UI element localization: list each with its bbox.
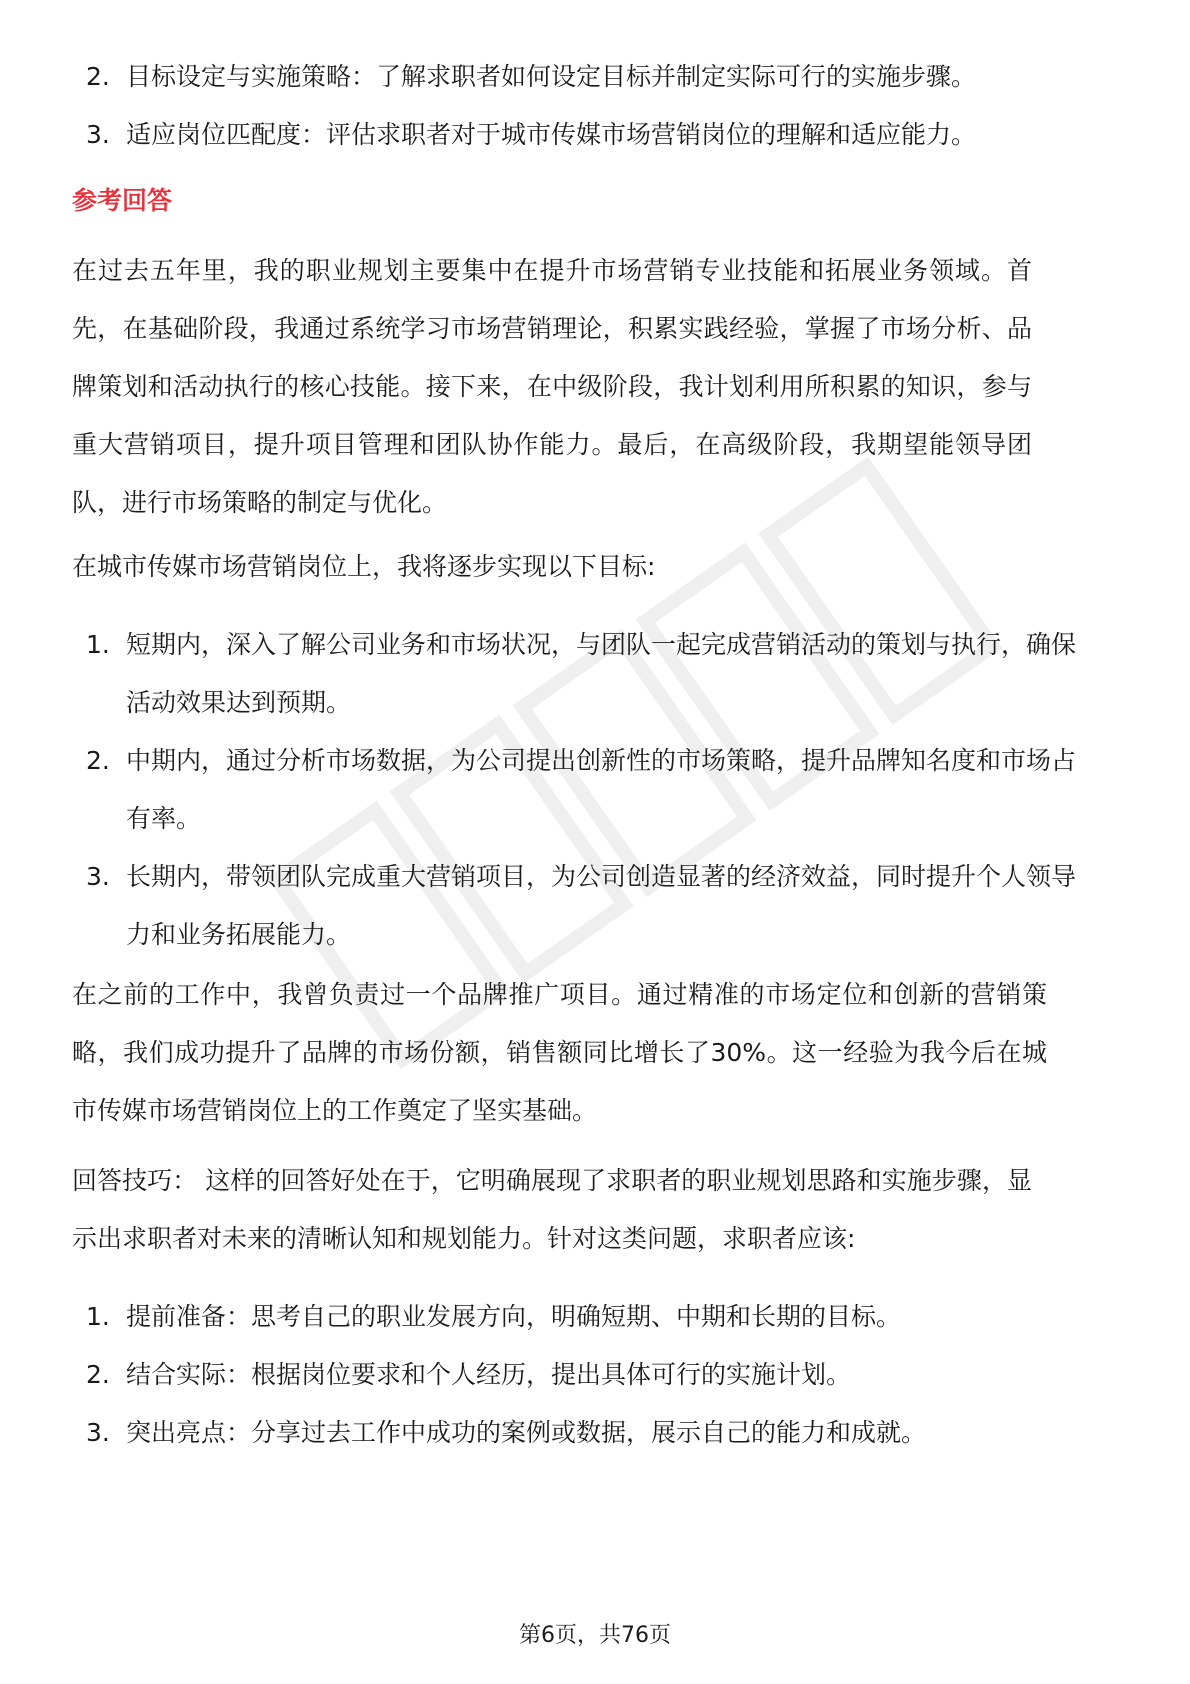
list-text: 适应岗位匹配度：评估求职者对于城市传媒市场营销岗位的理解和适应能力。 <box>126 120 977 149</box>
list-text: 短期内，深入了解公司业务和市场状况，与团队一起完成营销活动的策划与执行，确保活动效果达到预期。 <box>126 630 1077 717</box>
list-text: 目标设定与实施策略：了解求职者如何设定目标并制定实际可行的实施步骤。 <box>126 62 977 91</box>
answer-tips-paragraph: 回答技巧： 这样的回答好处在于，它明确展现了求职者的职业规划思路和实施步骤，显示出求职者对未来的清晰认知和规划能力。针对这类问题，求职者应该: <box>72 1166 1032 1253</box>
list-item <box>72 106 1118 164</box>
criteria-list <box>72 48 1118 164</box>
list-number: 3. <box>86 862 110 891</box>
list-item <box>72 1404 1118 1462</box>
list-number: 1. <box>86 630 110 659</box>
answer-paragraph-3: 在之前的工作中，我曾负责过一个品牌推广项目。通过精准的市场定位和创新的营销策略，我们成功提升了品牌的市场份额，销售额同比增长了30%。这一经验为我今后在城市传媒市场营销岗位上的工作奠定了坚实基础。 <box>72 980 1047 1125</box>
list-item <box>72 1288 1118 1346</box>
answer-paragraph-1: 在过去五年里，我的职业规划主要集中在提升市场营销专业技能和拓展业务领域。首先，在基础阶段，我通过系统学习市场营销理论，积累实践经验，掌握了市场分析、品牌策划和活动执行的核心技能。接下来，在中级阶段，我计划利用所积累的知识，参与重大营销项目，提升项目管理和团队协作能力。最后，在高级阶段，我期望能领导团队，进行市场策略的制定与优化。 <box>72 256 1032 517</box>
tips-list <box>72 1288 1118 1462</box>
list-number: 3. <box>86 120 110 149</box>
list-number: 2. <box>86 1360 110 1389</box>
answer-paragraph-2: 在城市传媒市场营销岗位上，我将逐步实现以下目标: <box>72 552 656 581</box>
list-item <box>72 1346 1118 1404</box>
list-text: 突出亮点：分享过去工作中成功的案例或数据，展示自己的能力和成就。 <box>126 1418 927 1447</box>
list-item <box>72 616 1082 732</box>
list-text: 提前准备：思考自己的职业发展方向，明确短期、中期和长期的目标。 <box>126 1302 902 1331</box>
list-item <box>72 848 1082 964</box>
list-text: 长期内，带领团队完成重大营销项目，为公司创造显著的经济效益，同时提升个人领导力和业务拓展能力。 <box>126 862 1077 949</box>
list-text: 结合实际：根据岗位要求和个人经历，提出具体可行的实施计划。 <box>126 1360 852 1389</box>
list-number: 2. <box>86 62 110 91</box>
list-item <box>72 732 1082 848</box>
list-number: 2. <box>86 746 110 775</box>
page-footer: 第6页，共76页 <box>519 1623 671 1648</box>
list-item <box>72 48 1118 106</box>
section-heading: 参考回答 <box>72 186 173 215</box>
goals-list <box>72 616 1082 964</box>
list-number: 1. <box>86 1302 110 1331</box>
list-number: 3. <box>86 1418 110 1447</box>
list-text: 中期内，通过分析市场数据，为公司提出创新性的市场策略，提升品牌知名度和市场占有率。 <box>126 746 1077 833</box>
